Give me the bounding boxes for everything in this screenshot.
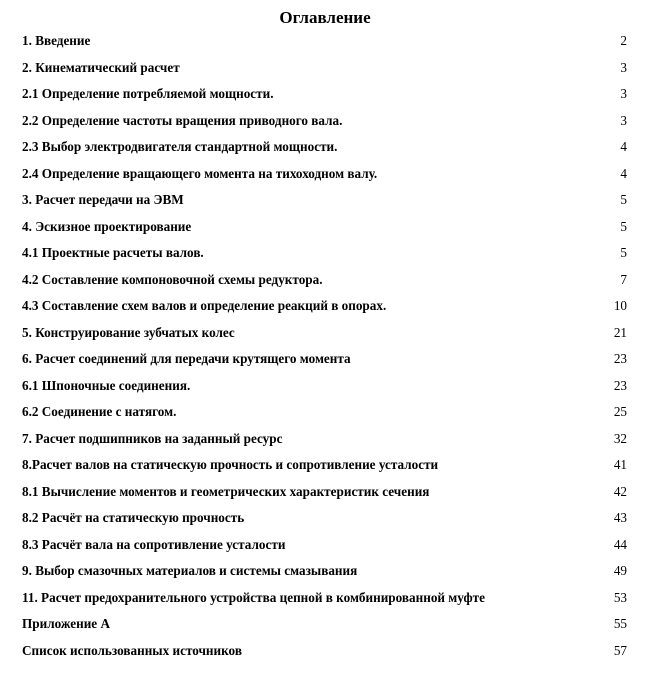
toc-entry[interactable]: [0, 587, 650, 614]
toc-entry-page: 23: [613, 351, 627, 366]
toc-entry-page: 41: [613, 457, 627, 472]
toc-entry[interactable]: [0, 163, 650, 190]
toc-entry-label: 5. Конструирование зубчатых колес: [22, 324, 235, 340]
toc-entry[interactable]: [0, 375, 650, 402]
toc-entry-label: 4.2 Составление компоновочной схемы редуктора.: [22, 271, 323, 287]
toc-entry-label: 2.1 Определение потребляемой мощности.: [22, 86, 274, 101]
toc-entry[interactable]: [0, 83, 650, 110]
toc-entry-label: 6.1 Шпоночные соединения.: [22, 377, 191, 393]
toc-entry-label: 8.1 Вычисление моментов и геометрических характеристик сечения: [22, 483, 430, 499]
toc-entry-label: 4.3 Составление схем валов и определение реакций в опорах.: [22, 298, 387, 313]
toc-entry-page: 44: [613, 536, 627, 552]
toc-entry[interactable]: [0, 216, 650, 243]
toc-entry-page: 23: [613, 377, 627, 393]
toc-entry[interactable]: [0, 295, 650, 322]
toc-entry-page: 5: [620, 192, 627, 207]
toc-entry-label: 6. Расчет соединений для передачи крутящего момента: [22, 351, 351, 366]
toc-entry-page: 7: [620, 271, 627, 287]
toc-entry-page: 4: [620, 139, 627, 154]
toc-entry-page: 4: [620, 165, 627, 181]
toc-entry-page: 57: [613, 642, 627, 658]
toc-entry[interactable]: [0, 136, 650, 163]
toc-entry-label: 4.1 Проектные расчеты валов.: [22, 245, 204, 260]
toc-entry[interactable]: [0, 401, 650, 428]
toc-entry[interactable]: [0, 30, 650, 57]
toc-entry-label: 2. Кинематический расчет: [22, 59, 180, 75]
toc-entry[interactable]: [0, 242, 650, 269]
toc-entry-label: 6.2 Соединение с натягом.: [22, 404, 177, 419]
toc-entry-label: 11. Расчет предохранительного устройства цепной в комбинированной муфте: [22, 589, 486, 605]
toc-entry-label: 8.3 Расчёт вала на сопротивление усталости: [22, 536, 286, 552]
toc-entry-page: 43: [613, 510, 627, 525]
toc-entry-page: 42: [613, 483, 627, 499]
toc-entry-label: 8.2 Расчёт на статическую прочность: [22, 510, 245, 525]
toc-entry-page: 5: [620, 245, 627, 260]
toc-entry[interactable]: [0, 613, 650, 640]
toc-entry-label: 2.2 Определение частоты вращения приводного вала.: [22, 112, 343, 128]
toc-entry-page: 49: [613, 563, 627, 578]
toc-entry[interactable]: [0, 560, 650, 587]
toc-entry[interactable]: [0, 348, 650, 375]
toc-entry-page: 10: [613, 298, 627, 313]
toc-entry[interactable]: [0, 189, 650, 216]
toc-entry-page: 2: [620, 33, 627, 48]
toc-entry-label: 2.3 Выбор электродвигателя стандартной мощности.: [22, 139, 338, 154]
toc-entry-page: 25: [613, 404, 627, 419]
toc-entry[interactable]: [0, 481, 650, 508]
toc-title: Оглавление: [279, 8, 371, 27]
toc-entry-page: 3: [620, 59, 627, 75]
toc-entry-label: 9. Выбор смазочных материалов и системы смазывания: [22, 563, 358, 578]
toc-entry-label: 4. Эскизное проектирование: [22, 218, 192, 234]
toc-entry-page: 55: [613, 616, 627, 631]
toc-entry-label: 2.4 Определение вращающего момента на тихоходном валу.: [22, 165, 378, 181]
toc-entry[interactable]: [0, 57, 650, 84]
toc-entry-page: 3: [620, 86, 627, 101]
toc-entry[interactable]: [0, 534, 650, 561]
toc-entry-page: 21: [613, 324, 627, 340]
toc-entry-label: Список использованных источников: [22, 642, 242, 658]
toc-entry-label: 1. Введение: [22, 33, 91, 48]
toc-entry[interactable]: [0, 322, 650, 349]
toc-entry[interactable]: [0, 454, 650, 481]
toc-entry[interactable]: [0, 110, 650, 137]
toc-entry-label: 8.Расчет валов на статическую прочность и сопротивление усталости: [22, 457, 439, 472]
toc-entry-label: 3. Расчет передачи на ЭВМ: [22, 192, 184, 207]
toc-entry[interactable]: [0, 507, 650, 534]
table-of-contents: [0, 30, 650, 666]
toc-entry[interactable]: [0, 269, 650, 296]
toc-entry-page: 3: [620, 112, 627, 128]
toc-entry-page: 5: [620, 218, 627, 234]
toc-entry[interactable]: [0, 428, 650, 455]
toc-entry-label: 7. Расчет подшипников на заданный ресурс: [22, 430, 283, 446]
toc-entry-label: Приложение А: [22, 616, 110, 631]
toc-entry-page: 53: [613, 589, 627, 605]
toc-entry-page: 32: [613, 430, 627, 446]
toc-entry[interactable]: [0, 640, 650, 667]
